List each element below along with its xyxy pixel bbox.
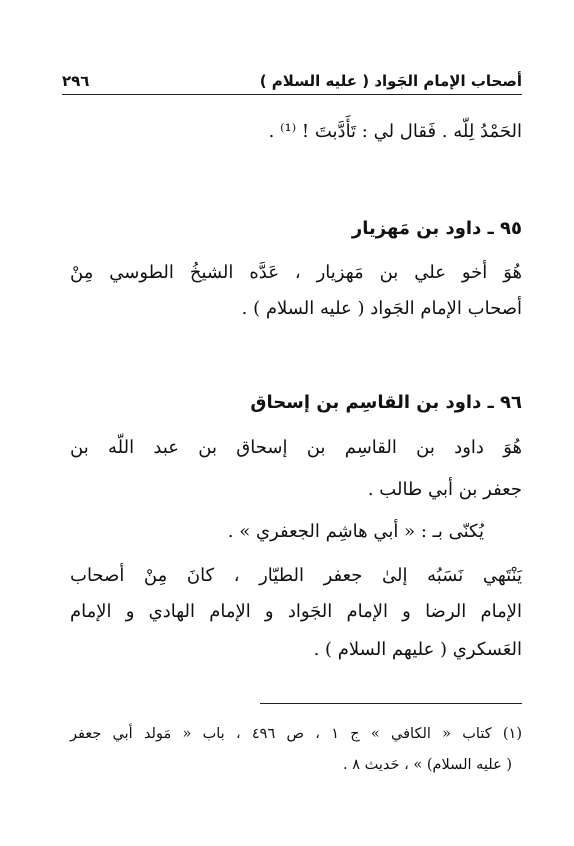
text-line: يَنْتَهي نَسَبُه إلىٰ جعفر الطيّار ، كانَ مِنْ أصحاب <box>70 565 522 586</box>
running-title: أصحاب الإمام الجَواد ( عليه السلام ) <box>259 72 522 90</box>
header-rule <box>62 94 522 95</box>
entry-heading-96: ٩٦ ـ داود بن القاسِم بن إسحاق <box>250 392 522 413</box>
text-line: الإمام الرضا و الإمام الجَواد و الإمام الهادي و الإمام <box>70 601 522 622</box>
text-line: يُكنّى بـ : « أبي هاشِم الجعفري » . <box>227 521 484 542</box>
footnote-line: ( عليه السلام) » ، حَديث ٨ . <box>343 757 512 773</box>
page-header <box>62 66 522 90</box>
text-line: هُوَ داود بن القاسِم بن إسحاق بن عبد اللّه بن <box>70 437 522 458</box>
footnote-rule <box>260 703 522 704</box>
text-line: الحَمْدُ لِلّه . فَقال لي : تَأَدَّبتَ ! ⁽¹⁾ . <box>268 121 522 142</box>
text-line: العَسكري ( عليهم السلام ) . <box>313 639 522 660</box>
text-line: جعفر بن أبي طالب . <box>367 479 522 500</box>
text-line: أصحاب الإمام الجَواد ( عليه السلام ) . <box>241 298 522 319</box>
entry-heading-95: ٩٥ ـ داود بن مَهزيار <box>351 218 522 239</box>
page-number: ٢٩٦ <box>62 72 90 90</box>
text-line: هُوَ أخو علي بن مَهزيار ، عَدَّه الشيخُ الطوسي مِنْ <box>70 262 522 283</box>
footnote-line: (١) كتاب « الكافي » ج ١ ، ص ٤٩٦ ، باب « مَولد أبي جعفر <box>70 726 522 742</box>
